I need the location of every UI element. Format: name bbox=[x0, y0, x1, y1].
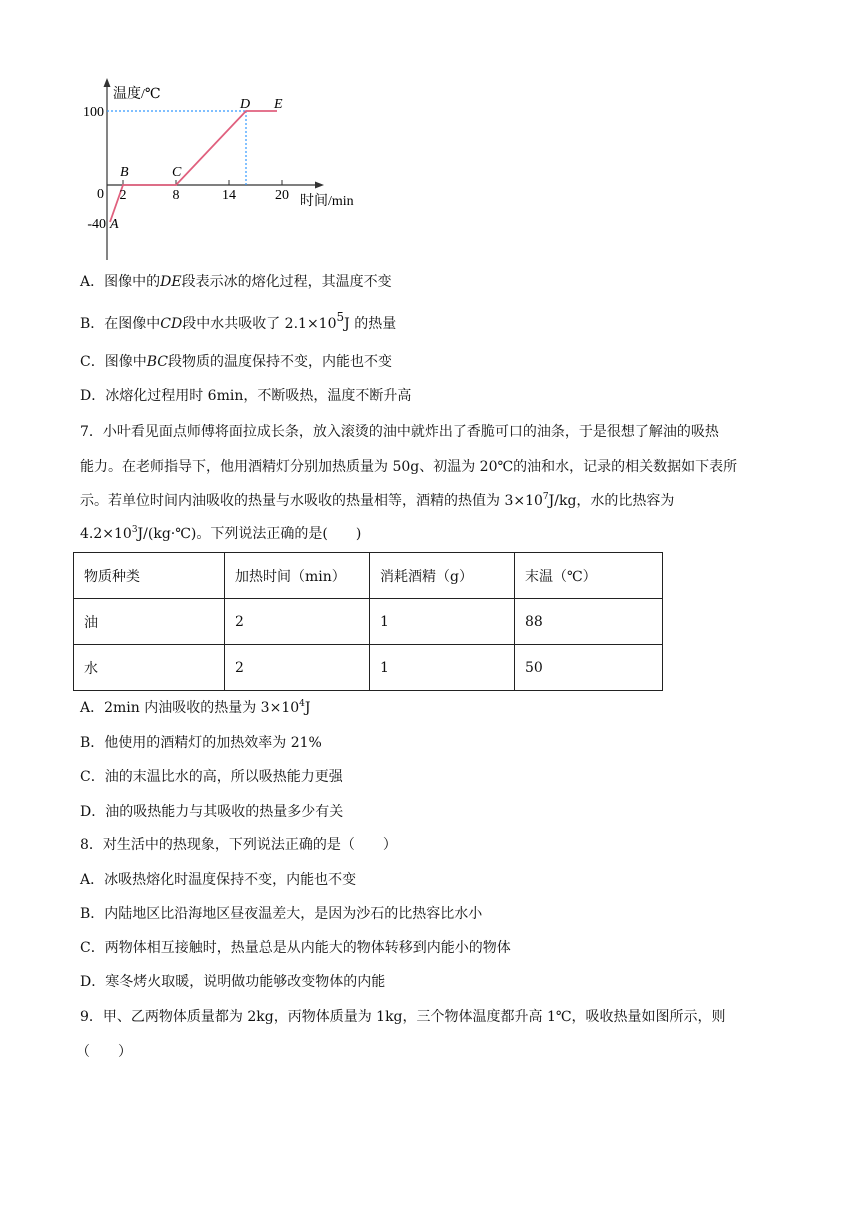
q8-option-a: A．冰吸热熔化时温度保持不变，内能也不变 bbox=[80, 872, 357, 888]
point-label-b: B bbox=[120, 165, 129, 180]
x-tick-label: 8 bbox=[172, 188, 180, 203]
y-tick-label: 0 bbox=[97, 187, 104, 202]
q8-option-b: B．内陆地区比沿海地区昼夜温差大，是因为沙石的比热容比水小 bbox=[80, 906, 483, 922]
x-axis-arrow bbox=[315, 182, 324, 189]
x-axis-label: 时间/min bbox=[300, 194, 354, 209]
y-tick-label: 100 bbox=[83, 105, 104, 120]
point-label-c: C bbox=[172, 165, 182, 180]
q7-stem-line-3: 示。若单位时间内油吸收的热量与水吸收的热量相等，酒精的热值为 $3\times 10^7J/kg$，水的比热容为 bbox=[80, 492, 675, 509]
table-header-cell: 末温（℃） bbox=[515, 553, 663, 599]
table-cell: 油 bbox=[74, 599, 225, 645]
table-header-cell: 加热时间（min） bbox=[225, 553, 370, 599]
table-header-cell: 物质种类 bbox=[74, 553, 225, 599]
table-row bbox=[74, 599, 663, 645]
q7-stem-line-4: $4.2\times 10^3J/(kg\cdot℃)$。下列说法正确的是( ) bbox=[80, 525, 362, 542]
q8-option-c: C．两物体相互接触时，热量总是从内能大的物体转移到内能小的物体 bbox=[80, 940, 511, 956]
x-tick-label: 2 bbox=[119, 188, 127, 203]
q7-stem-line-1: 7．小叶看见面点师傅将面拉成长条，放入滚烫的油中就炸出了香脆可口的油条，于是很想了解油的吸热 bbox=[80, 424, 719, 440]
y-axis-label: 温度/℃ bbox=[113, 87, 161, 102]
q6-option-a: A．图像中的DE段表示冰的熔化过程，其温度不变 bbox=[80, 274, 392, 290]
table-cell: 水 bbox=[74, 645, 225, 691]
y-axis-arrow bbox=[104, 78, 111, 87]
q6-option-b: B．在图像中CD段中水共吸收了 $2.1\times 10^5J$ 的热量 bbox=[80, 310, 397, 332]
table-row bbox=[74, 645, 663, 691]
table-header-cell: 消耗酒精（g） bbox=[370, 553, 515, 599]
q7-data-table bbox=[73, 552, 663, 691]
q9-answer-parentheses: （ ） bbox=[76, 1044, 132, 1060]
table-cell: 1 bbox=[370, 645, 515, 691]
q6-option-c: C．图像中BC段物质的温度保持不变，内能也不变 bbox=[80, 354, 392, 370]
q6-option-d: D．冰熔化过程用时 6min，不断吸热，温度不断升高 bbox=[80, 388, 412, 404]
q7-option-b: B．他使用的酒精灯的加热效率为 21% bbox=[80, 735, 322, 751]
x-tick-label: 20 bbox=[275, 188, 289, 203]
temperature-curve bbox=[110, 111, 277, 222]
table-cell: 1 bbox=[370, 599, 515, 645]
q8-option-d: D．寒冬烤火取暖，说明做功能够改变物体的内能 bbox=[80, 974, 386, 990]
q7-stem-line-2: 能力。在老师指导下，他用酒精灯分别加热质量为 50g、初温为 20℃的油和水，记录的相关数据如下表所 bbox=[80, 459, 738, 475]
temperature-time-graph bbox=[70, 72, 380, 272]
table-cell: 2 bbox=[225, 599, 370, 645]
q8-stem: 8．对生活中的热现象，下列说法正确的是（ ） bbox=[80, 837, 397, 853]
point-label-e: E bbox=[274, 97, 283, 112]
table-cell: 2 bbox=[225, 645, 370, 691]
q7-option-a: A．2min 内油吸收的热量为 $3\times 10^4J$ bbox=[80, 699, 311, 716]
table-cell: 50 bbox=[515, 645, 663, 691]
point-label-d: D bbox=[240, 97, 251, 112]
q7-option-c: C．油的末温比水的高，所以吸热能力更强 bbox=[80, 769, 343, 785]
q7-option-d: D．油的吸热能力与其吸收的热量多少有关 bbox=[80, 804, 344, 820]
y-tick-label: -40 bbox=[87, 217, 106, 232]
table-header-row bbox=[74, 553, 663, 599]
x-tick-label: 14 bbox=[222, 188, 236, 203]
point-label-a: A bbox=[110, 217, 119, 232]
table-cell: 88 bbox=[515, 599, 663, 645]
q9-stem: 9．甲、乙两物体质量都为 2kg，丙物体质量为 1kg，三个物体温度都升高 1℃，吸收热量如图所示，则 bbox=[80, 1009, 726, 1025]
